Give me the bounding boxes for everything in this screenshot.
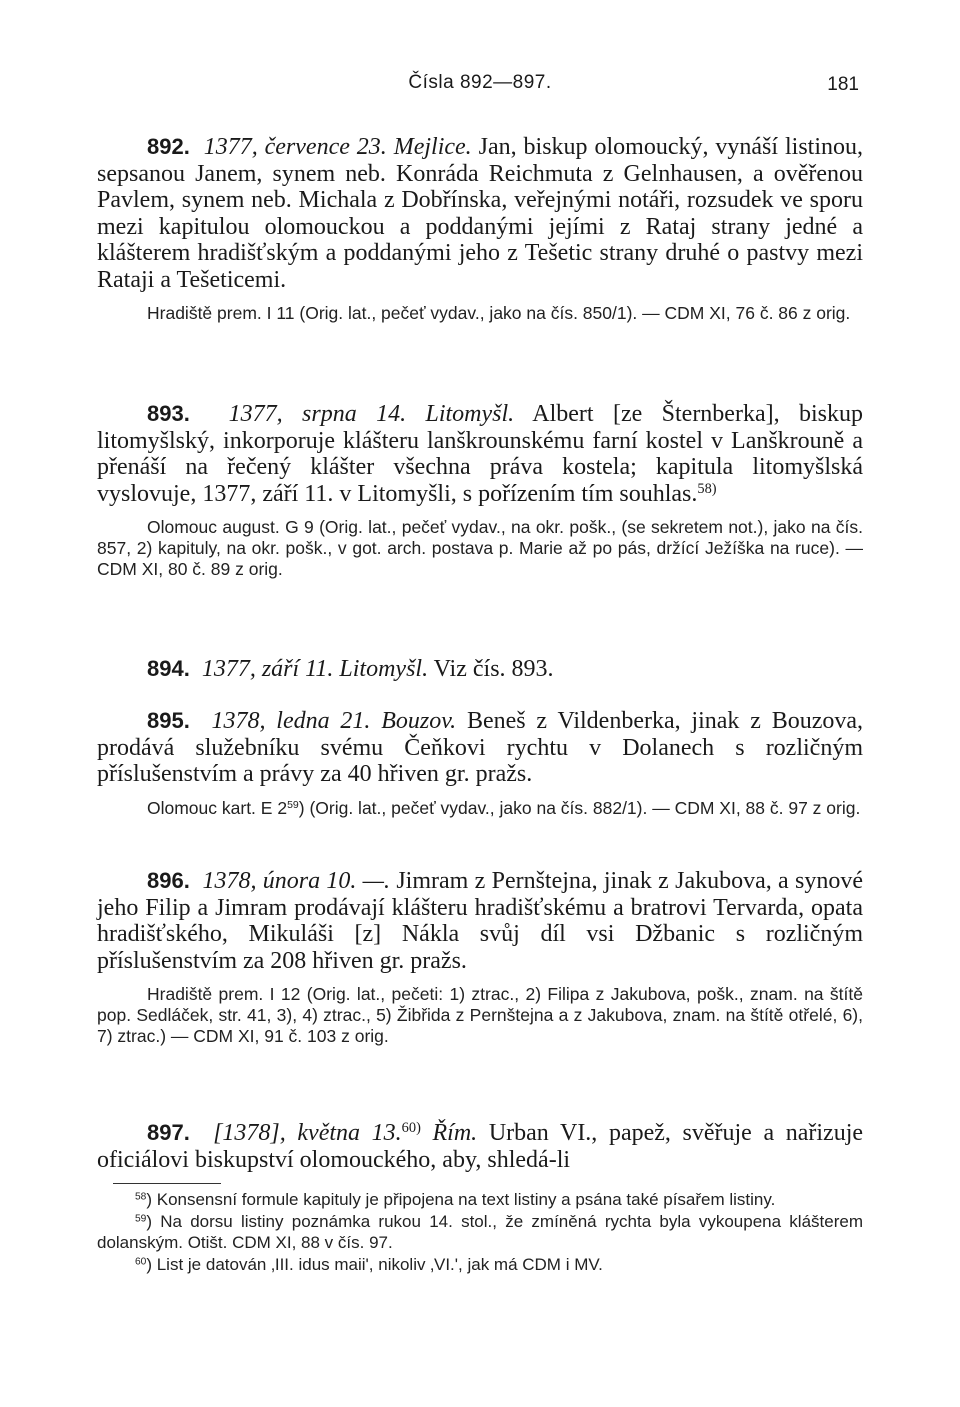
entry-body [97, 868, 863, 974]
entry-date: 1377, srpna 14. Litomyšl. [228, 401, 515, 427]
entry-892 [97, 134, 863, 324]
source-text: ) (Orig. lat., pečeť vydav., jako na čís. 882/1). — CDM XI, 88 č. 97 z orig. [298, 797, 861, 818]
footnote-text: ) Na dorsu listiny poznámka rukou 14. stol., že zmíněná rychta byla vykoupena klášterem dolanským. Otišt. CDM XI, 88 v čís. 97. [97, 1211, 863, 1252]
footnote-text: ) Konsensní formule kapituly je připojena na text listiny a psána také písařem listiny. [146, 1190, 776, 1209]
entry-number: 895. [147, 708, 190, 733]
entry-text: Urban VI., papež, svěřuje a nařizuje oficiálovi biskupství olomouckého, aby, shledá-li [97, 1120, 864, 1173]
entry-text: Albert [ze Šternberka], biskup litomyšlský, inkorporuje klášteru lanškrounskému farní kostel v Lanškrouně a přenáší na řečený klášter všechna práva kostela; kapitula litomyšlská vyslovuje, 1377, září 11. v Litomyšli, s pořízením tím souhlas. [97, 401, 863, 507]
entry-source: Hradiště prem. I 11 (Orig. lat., pečeť vydav., jako na čís. 850/1). — CDM XI, 76 č. 86 z orig. [147, 303, 851, 323]
entry-895 [97, 708, 863, 818]
entry-source: Hradiště prem. I 12 (Orig. lat., pečeti: 1) ztrac., 2) Filipa z Jakubova, pošk., znam. na štítě pop. Sedláček, str. 41, 3), 4) ztrac., 5) Žibřida z Pernštejna a z Jakubova, znam. na štítě otřelé, 6), 7) ztrac.) — CDM XI, 91 č. 103 z orig. [97, 984, 863, 1046]
running-title: Čísla 892—897. [408, 72, 552, 93]
entry-text: Jan, biskup olomoucký, vynáší listinou, sepsanou Janem, synem neb. Konráda Reichmuta z Gelnhausen, a ověřenou Pavlem, synem neb. Michala z Dobřínska, veřejnými notáři, rozsudek ve sporu mezi kapitulou olomouckou a poddanými jejími z Rataj strany jedné a klášterem hradišťským a poddanými jeho z Tešetic strany druhé o pastvy mezi Rataji a Tešeticemi. [97, 134, 863, 293]
entry-text: Jimram z Pernštejna, jinak z Jakubova, a synové jeho Filip a Jimram prodávají klášteru hradišťskému a bratrovi Tervarda, opata hradišťského, Mikuláši [z] Nákla svůj díl vsi Džbanic s rozličným příslušenstvím za 208 hřiven gr. pražs. [97, 868, 864, 974]
footnote-58 [97, 1189, 863, 1211]
document-page [97, 0, 863, 1407]
footnote-marker: 59 [135, 1212, 147, 1224]
entry-date: 1377, září 11. Litomyšl. [201, 656, 429, 682]
source-text: Olomouc kart. E 2 [147, 797, 288, 818]
entry-number: 894. [147, 656, 190, 681]
footnote-marker: 60 [135, 1255, 147, 1267]
entry-source [97, 798, 863, 819]
footnote-59 [97, 1211, 863, 1254]
footnotes [97, 1189, 863, 1275]
entry-date: 1377, července 23. Mejlice. [203, 134, 472, 160]
entry-897 [97, 1120, 863, 1173]
entry-source: Olomouc august. G 9 (Orig. lat., pečeť vydav., na okr. pošk., (se sekretem not.), jako na čís. 857, 2) kapituly, na okr. pošk., v got. arch. postava p. Marie až po pás, držící Ježíška na ruce). — CDM XI, 80 č. 89 z orig. [97, 517, 863, 579]
entry-body [97, 708, 863, 788]
footnote-60 [97, 1254, 863, 1276]
entry-894 [97, 656, 863, 683]
footnote-ref: 58) [697, 480, 717, 497]
footnote-ref: 59 [287, 798, 299, 811]
entry-date: [1378], května 13. [213, 1120, 402, 1146]
entry-body [97, 656, 863, 683]
entry-number: 893. [147, 401, 190, 426]
entry-body [97, 401, 863, 507]
page-number: 181 [827, 74, 859, 95]
entry-896 [97, 868, 863, 1046]
entry-text: Beneš z Vildenberka, jinak z Bouzova, prodává služebníku svému Čeňkovi rychtu v Dolanech s rozličným příslušenstvím a právy za 40 hřiven gr. pražs. [97, 708, 864, 787]
running-head [97, 72, 863, 102]
entry-number: 897. [147, 1120, 190, 1145]
entry-body [97, 1120, 863, 1173]
entry-893 [97, 401, 863, 579]
footnote-text: ) List je datován ‚III. idus maii', nikoliv ‚VI.', jak má CDM i MV. [146, 1254, 603, 1274]
entry-number: 892. [147, 134, 190, 159]
entry-text: Viz čís. 893. [433, 656, 554, 682]
entry-number: 896. [147, 868, 190, 893]
entry-body [97, 134, 863, 293]
footnote-ref: 60) [401, 1120, 421, 1137]
footnote-divider [113, 1183, 221, 1184]
entry-place: Řím. [432, 1120, 478, 1146]
footnote-marker: 58 [135, 1191, 147, 1203]
entry-date: 1378, února 10. —. [202, 868, 391, 894]
entry-date: 1378, ledna 21. Bouzov. [211, 708, 457, 734]
